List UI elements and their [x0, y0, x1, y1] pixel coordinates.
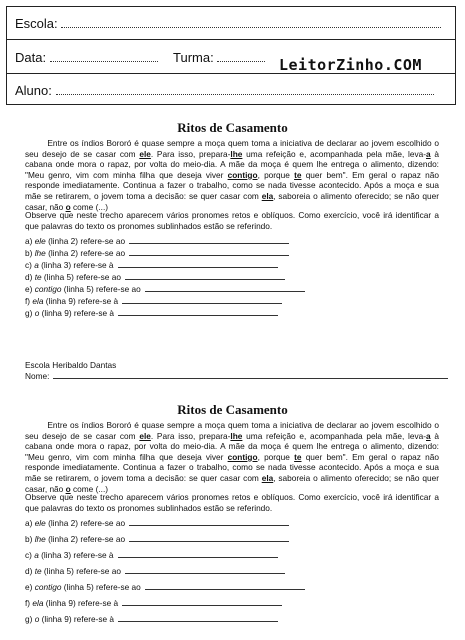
story-paragraph: Entre os índios Bororó é quase sempre a moça quem toma a iniciativa de declarar ao jovem escolhido o seu desejo de se casar com ele. Para isso, prepara-lhe uma refeição e, acompanhada pela mãe, leva-a à cabana onde mora o rapaz, por volta do meio-dia. A mãe da moça é quem lhe entrega o alimento, dizendo: "Meu genro, vim com minha filha que deseja viver contigo, porque te quer bem". Em geral o rapaz não responde imediatamente. Continua a fazer o trabalho, como se nada tivesse acontecido. Após a moça e sua mãe se retirarem, o jovem toma a decisão: se quer casar com ela, saboreia o alimento oferecido; se não quer casar, não o come (...): [25, 138, 439, 212]
question-prefix: e): [25, 284, 35, 294]
question-prefix: b): [25, 248, 35, 258]
date-label: Data:: [15, 50, 47, 65]
question-e: [25, 582, 305, 592]
question-text: (linha 2) refere-se ao: [45, 518, 126, 528]
question-prefix: f): [25, 598, 33, 608]
name-line[interactable]: [53, 371, 448, 379]
question-text: (linha 2) refere-se ao: [45, 236, 126, 246]
question-g: [25, 308, 278, 318]
question-prefix: c): [25, 550, 35, 560]
question-word: ele: [34, 518, 46, 528]
question-c: [25, 550, 278, 560]
question-word: te: [34, 566, 42, 576]
student-label: Aluno:: [15, 83, 52, 98]
answer-line[interactable]: [118, 614, 278, 622]
question-b: [25, 534, 289, 544]
question-prefix: b): [25, 534, 35, 544]
date-field[interactable]: [15, 50, 158, 65]
instruction-paragraph: Observe que neste trecho aparecem vários pronomes retos e oblíquos. Como exercício, você irá identificar a que palavras do texto os pronomes sublinhados estão se referindo.: [25, 210, 439, 231]
question-f: [25, 296, 282, 306]
question-word: ela: [32, 598, 44, 608]
student-blank[interactable]: [56, 85, 434, 95]
question-word: o: [34, 614, 40, 624]
question-prefix: f): [25, 296, 33, 306]
school-label: Escola:: [15, 16, 58, 31]
answer-line[interactable]: [129, 236, 289, 244]
signature-school: Escola Heribaldo Dantas: [25, 360, 117, 370]
question-text: (linha 5) refere-se ao: [41, 272, 121, 282]
question-e: [25, 284, 305, 294]
answer-line[interactable]: [145, 284, 305, 292]
question-prefix: g): [25, 308, 35, 318]
question-word: contigo: [34, 284, 62, 294]
answer-line[interactable]: [122, 598, 282, 606]
school-field[interactable]: [15, 16, 441, 31]
question-prefix: c): [25, 260, 35, 270]
answer-line[interactable]: [129, 248, 289, 256]
class-field[interactable]: [173, 50, 265, 65]
question-g: [25, 614, 278, 624]
student-field[interactable]: [15, 83, 434, 98]
name-field[interactable]: [25, 371, 448, 381]
question-f: [25, 598, 282, 608]
date-blank[interactable]: [50, 52, 158, 62]
question-a: [25, 236, 289, 246]
question-d: [25, 566, 285, 576]
header-box: [6, 6, 456, 105]
question-text: (linha 3) refere-se à: [38, 550, 114, 560]
question-prefix: e): [25, 582, 35, 592]
question-text: (linha 2) refere-se ao: [45, 248, 126, 258]
story-paragraph: Entre os índios Bororó é quase sempre a moça quem toma a iniciativa de declarar ao jovem escolhido o seu desejo de se casar com ele. Para isso, prepara-lhe uma refeição e, acompanhada pela mãe, leva-a à cabana onde mora o rapaz, por volta do meio-dia. A mãe da moça é quem lhe entrega o alimento, dizendo: "Meu genro, vim com minha filha que deseja viver contigo, porque te quer bem". Em geral o rapaz não responde imediatamente. Continua a fazer o trabalho, como se nada tivesse acontecido. Após a moça e sua mãe se retirarem, o jovem toma a decisão: se quer casar com ela, saboreia o alimento oferecido; se não quer casar, não o come (...): [25, 420, 439, 494]
question-word: lhe: [34, 248, 46, 258]
question-word: o: [34, 308, 40, 318]
question-word: contigo: [34, 582, 62, 592]
question-text: (linha 3) refere-se à: [38, 260, 114, 270]
question-d: [25, 272, 285, 282]
question-text: (linha 9) refere-se à: [39, 308, 115, 318]
header-divider: [7, 39, 455, 40]
answer-line[interactable]: [129, 518, 289, 526]
section-title: Ritos de Casamento: [177, 402, 288, 417]
class-label: Turma:: [173, 50, 214, 65]
answer-line[interactable]: [122, 296, 282, 304]
question-text: (linha 9) refere-se à: [39, 614, 115, 624]
question-prefix: a): [25, 236, 35, 246]
question-word: a: [34, 260, 39, 270]
class-blank[interactable]: [217, 52, 265, 62]
answer-line[interactable]: [118, 308, 278, 316]
question-text: (linha 9) refere-se à: [43, 296, 119, 306]
question-text: (linha 5) refere-se ao: [61, 284, 141, 294]
question-prefix: d): [25, 272, 35, 282]
question-text: (linha 2) refere-se ao: [45, 534, 126, 544]
name-label: Nome:: [25, 371, 50, 381]
answer-line[interactable]: [125, 566, 285, 574]
answer-line[interactable]: [118, 260, 278, 268]
school-blank[interactable]: [61, 18, 441, 28]
answer-line[interactable]: [125, 272, 285, 280]
answer-line[interactable]: [118, 550, 278, 558]
question-text: (linha 5) refere-se ao: [61, 582, 141, 592]
section-title: Ritos de Casamento: [177, 120, 288, 135]
question-prefix: g): [25, 614, 35, 624]
question-text: (linha 5) refere-se ao: [41, 566, 121, 576]
question-text: (linha 9) refere-se à: [43, 598, 119, 608]
question-prefix: d): [25, 566, 35, 576]
site-logo: LeitorZinho.COM: [279, 56, 422, 74]
question-a: [25, 518, 289, 528]
answer-line[interactable]: [145, 582, 305, 590]
question-word: ela: [32, 296, 44, 306]
instruction-paragraph: Observe que neste trecho aparecem vários pronomes retos e oblíquos. Como exercício, você irá identificar a que palavras do texto os pronomes sublinhados estão se referindo.: [25, 492, 439, 513]
question-word: a: [34, 550, 39, 560]
answer-line[interactable]: [129, 534, 289, 542]
question-word: te: [34, 272, 42, 282]
question-b: [25, 248, 289, 258]
question-c: [25, 260, 278, 270]
question-word: lhe: [34, 534, 46, 544]
question-word: ele: [34, 236, 46, 246]
question-prefix: a): [25, 518, 35, 528]
